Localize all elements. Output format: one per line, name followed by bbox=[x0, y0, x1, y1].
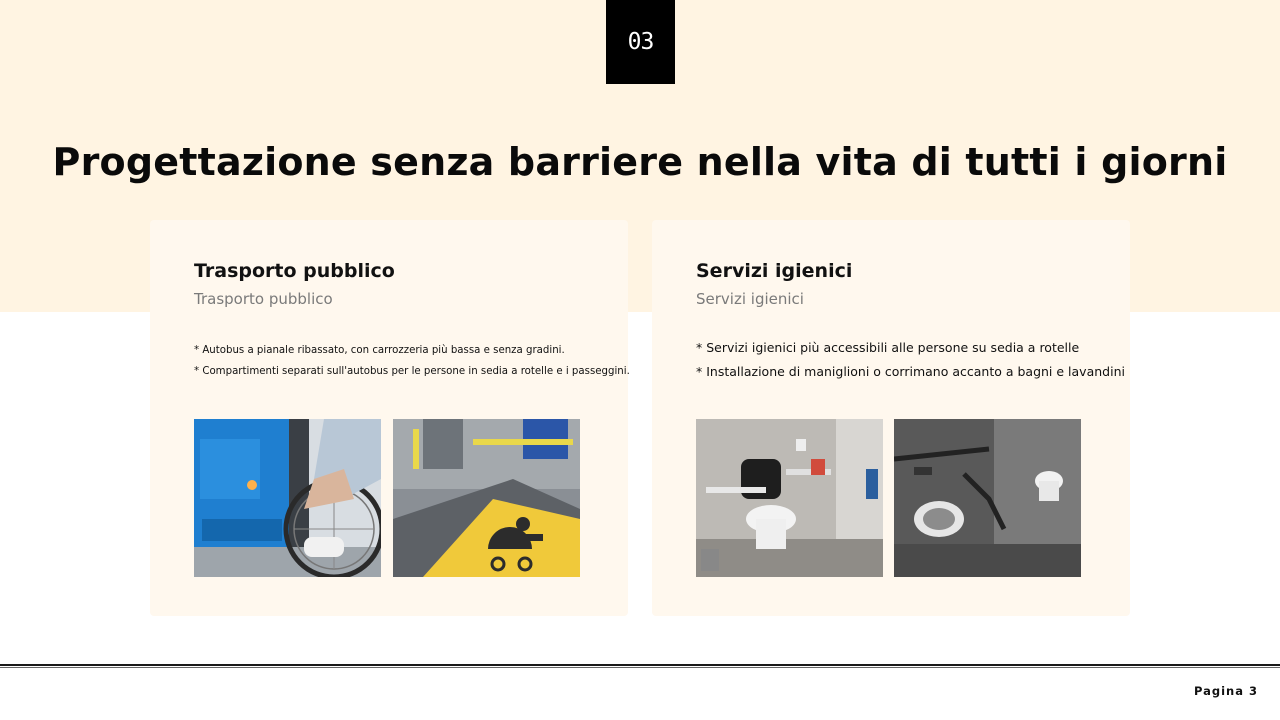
page-title: Progettazione senza barriere nella vita di tutti i giorni bbox=[52, 140, 1228, 184]
slide-number-badge: 03 bbox=[606, 0, 675, 84]
footer-divider bbox=[0, 664, 1280, 666]
list-item: * Servizi igienici più accessibili alle persone su sedia a rotelle bbox=[696, 340, 1080, 355]
photo-bus-wheelchair-area bbox=[393, 419, 580, 577]
bullet-list bbox=[696, 336, 1126, 384]
photo-wheelchair-bus bbox=[194, 419, 381, 577]
card-restrooms bbox=[652, 220, 1130, 616]
footer-divider-thin bbox=[0, 667, 1280, 668]
page-number-footer: Pagina 3 bbox=[1193, 684, 1258, 698]
photo-accessible-toilet bbox=[696, 419, 883, 577]
bullet-list bbox=[194, 340, 630, 382]
photo-grab-bars-restroom bbox=[894, 419, 1081, 577]
list-item: * Installazione di maniglioni o corrimano accanto a bagni e lavandini bbox=[696, 364, 1125, 379]
card-title: Servizi igienici bbox=[696, 260, 853, 282]
card-title: Trasporto pubblico bbox=[194, 260, 395, 282]
card-subtitle: Servizi igienici bbox=[696, 290, 804, 308]
list-item: * Compartimenti separati sull'autobus per le persone in sedia a rotelle e i passeggini. bbox=[194, 366, 630, 377]
list-item: * Autobus a pianale ribassato, con carrozzeria più bassa e senza gradini. bbox=[194, 345, 565, 356]
card-subtitle: Trasporto pubblico bbox=[194, 290, 333, 308]
card-public-transport bbox=[150, 220, 628, 616]
